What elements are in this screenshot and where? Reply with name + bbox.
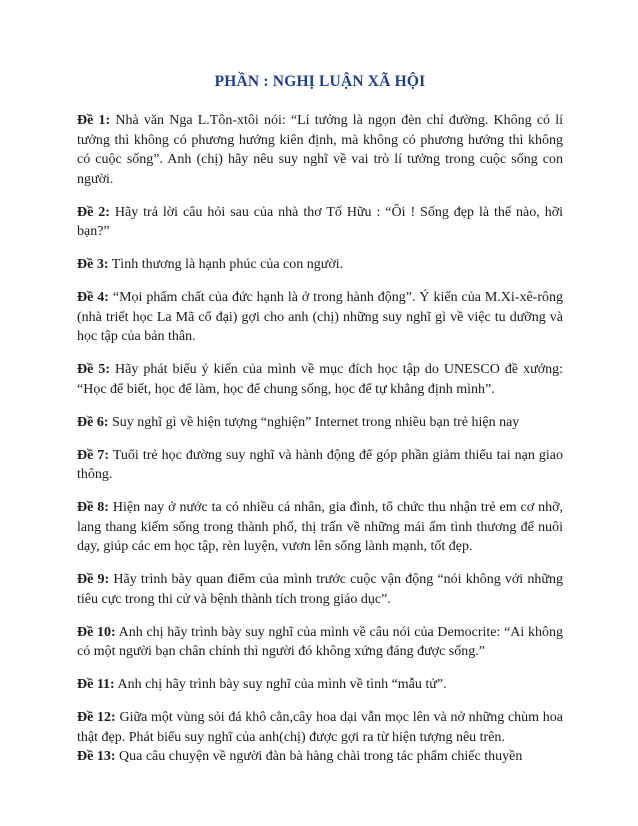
question-text: “Mọi phẩm chất của đức hạnh là ở trong hành động”. Ý kiến của M.Xi-xê-rông (nhà triết học La Mã cổ đại) gợi cho anh (chị) những suy nghĩ gì về việc tu dưỡng và học tập của bản thân.: [77, 290, 563, 344]
question-label: Đề 7:: [77, 447, 110, 463]
question-label: Đề 13:: [77, 749, 116, 764]
question-3: [77, 255, 563, 275]
question-7: [77, 446, 563, 485]
question-label: Đề 2:: [77, 204, 110, 220]
document-page: [77, 72, 563, 767]
question-5: [77, 360, 563, 399]
question-label: Đề 11:: [77, 677, 115, 692]
question-text: Anh chị hãy trình bày suy nghĩ của mình về câu nói của Democrite: “Ai không có một người bạn chân chính thì người đó không xứng đáng được sống.”: [77, 624, 563, 659]
question-text: Hãy trả lời câu hỏi sau của nhà thơ Tố Hữu : “Ôi ! Sống đẹp là thế nào, hỡi bạn?”: [77, 204, 563, 239]
question-text: Anh chị hãy trình bày suy nghĩ của mình về tình “mẫu tử”.: [117, 677, 447, 692]
question-label: Đề 10:: [77, 624, 116, 640]
question-text: Hãy trình bày quan điểm của mình trước cuộc vận động “nói không với những tiêu cực trong thi cử và bệnh thành tích trong giáo dục”.: [77, 572, 563, 607]
question-2: [77, 203, 563, 242]
question-text: Giữa một vùng sỏi đá khô cằn,cây hoa dại vẫn mọc lên và nở những chùm hoa thật đẹp. Phát biểu suy nghĩ của anh(chị) được gợi ra từ hiện tượng nêu trên.: [77, 710, 564, 745]
question-label: Đề 9:: [77, 572, 110, 587]
question-label: Đề 4:: [77, 290, 109, 305]
question-label: Đề 8:: [77, 500, 109, 515]
question-13: [77, 747, 563, 767]
question-12: [77, 708, 563, 747]
question-text: Hiện nay ở nước ta có nhiều cá nhân, gia đình, tổ chức thu nhận trẻ em cơ nhỡ, lang thang kiếm sống trong thành phố, thị trấn về những mái ấm tình thương để nuôi dạy, giúp các em học tập, rèn luyện, vươn lên sống lành mạnh, tốt đẹp.: [77, 500, 563, 554]
page-title: PHẦN : NGHỊ LUẬN XÃ HỘI: [214, 73, 426, 90]
question-4: [77, 288, 563, 347]
question-10: [77, 623, 563, 662]
question-text: Hãy phát biểu ý kiến của mình về mục đích học tập do UNESCO đề xướng: “Học để biết, học để làm, học để chung sống, học để tự khẳng định mình”.: [77, 362, 564, 397]
question-6: [77, 413, 563, 433]
question-9: [77, 570, 563, 609]
question-8: [77, 498, 563, 557]
question-text: Nhà văn Nga L.Tôn-xtôi nói: “Lí tưởng là ngọn đèn chỉ đường. Không có lí tưởng thì không có phương hướng kiên định, mà không có phương hướng thì không có cuộc sống”. Anh (chị) hãy nêu suy nghĩ về vai trò lí tưởng trong cuộc sống con người.: [77, 113, 563, 187]
question-label: Đề 5:: [77, 362, 111, 377]
question-label: Đề 1:: [77, 113, 111, 128]
question-text: Qua câu chuyện về người đàn bà hàng chài trong tác phẩm chiếc thuyền: [119, 749, 523, 764]
question-text: Tuổi trẻ học đường suy nghĩ và hành động để góp phần giảm thiểu tai nạn giao thông.: [77, 447, 563, 482]
question-label: Đề 12:: [77, 710, 116, 725]
question-text: Tình thương là hạnh phúc của con người.: [111, 257, 344, 272]
question-11: [77, 675, 563, 695]
question-text: Suy nghĩ gì về hiện tượng “nghiện” Internet trong nhiều bạn trẻ hiện nay: [112, 414, 520, 430]
question-label: Đề 6:: [77, 414, 109, 430]
question-label: Đề 3:: [77, 257, 109, 272]
question-1: [77, 111, 563, 189]
